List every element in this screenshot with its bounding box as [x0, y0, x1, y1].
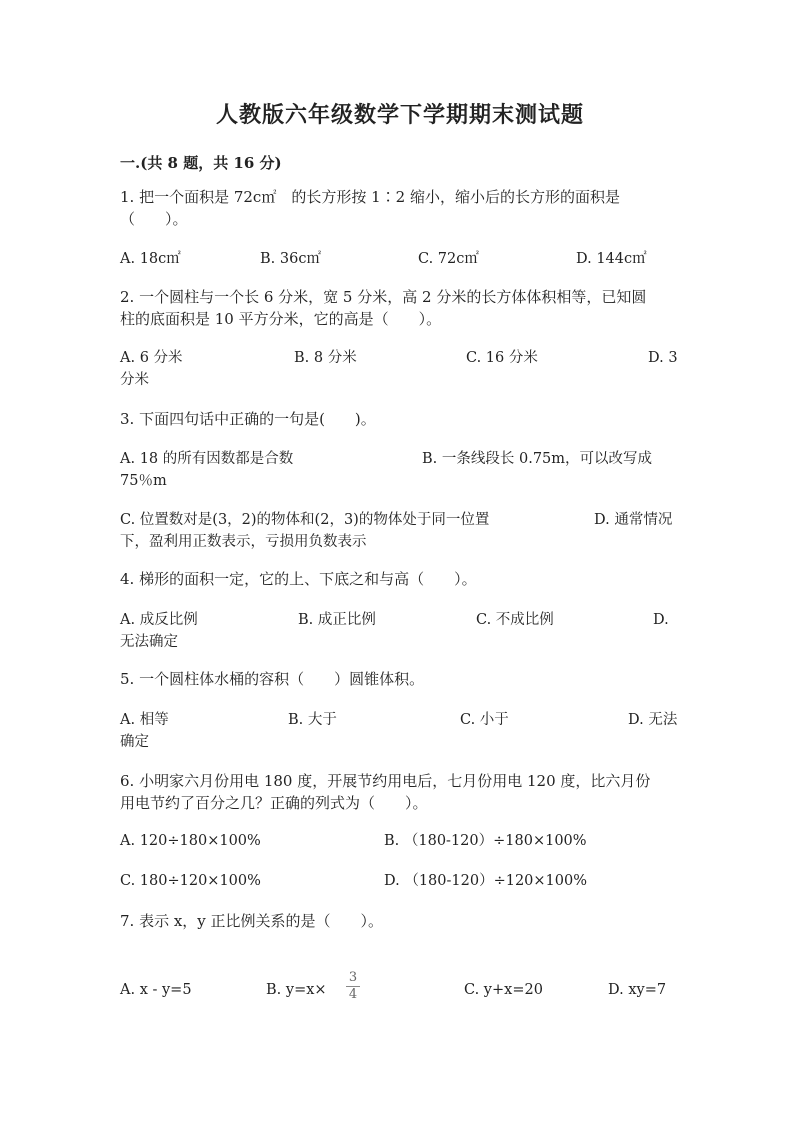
question-2 — [120, 286, 680, 330]
question-7-line-1: 7. 表示 x，y 正比例关系的是（ ）。 — [120, 912, 384, 930]
question-2-options — [120, 347, 680, 391]
question-3-option-a[interactable]: A. 18 的所有因数都是合数 — [120, 451, 294, 467]
question-3-option-d[interactable]: D. 通常情况 — [594, 512, 673, 528]
question-5-options — [120, 709, 680, 753]
question-6-option-a[interactable]: A. 120÷180×100% — [120, 833, 261, 849]
question-7 — [120, 910, 680, 932]
question-7-option-d[interactable]: D. xy=7 — [608, 982, 667, 998]
question-2-option-c[interactable]: C. 16 分米 — [466, 350, 538, 366]
question-4-option-b[interactable]: B. 成正比例 — [298, 612, 376, 628]
question-2-line-1: 2. 一个圆柱与一个长 6 分米，宽 5 分米，高 2 分米的长方体体积相等，已知圆 — [120, 288, 647, 306]
question-4-options — [120, 609, 680, 653]
question-1-option-c[interactable]: C. 72c㎡ — [418, 251, 479, 267]
fraction-denominator: 4 — [348, 987, 358, 1002]
question-4-line-1: 4. 梯形的面积一定，它的上、下底之和与高（ ）。 — [120, 570, 477, 588]
question-3 — [120, 408, 680, 430]
question-4-option-d[interactable]: D. — [653, 612, 669, 628]
question-6-options-cd — [120, 870, 680, 914]
question-6-options-ab — [120, 830, 680, 874]
question-1-line-1: 1. 把一个面积是 72c㎡ 的长方形按 1∶2 缩小，缩小后的长方形的面积是 — [120, 188, 620, 206]
question-2-option-d-wrap: 分米 — [120, 372, 149, 388]
question-2-option-a[interactable]: A. 6 分米 — [120, 350, 183, 366]
question-3-option-d-wrap: 下，盈利用正数表示，亏损用负数表示 — [120, 534, 367, 550]
question-2-option-d[interactable]: D. 3 — [648, 350, 678, 366]
question-7-option-b[interactable]: B. y=x× — [266, 982, 327, 998]
question-2-option-b[interactable]: B. 8 分米 — [294, 350, 357, 366]
question-5-option-d[interactable]: D. 无法 — [628, 712, 678, 728]
fraction-numerator: 3 — [346, 971, 360, 987]
question-1 — [120, 186, 680, 230]
question-3-line-1: 3. 下面四句话中正确的一句是( )。 — [120, 410, 376, 428]
question-5-option-a[interactable]: A. 相等 — [120, 712, 169, 728]
section-heading: 一.(共 8 题，共 16 分) — [120, 154, 282, 172]
question-3-option-b[interactable]: B. 一条线段长 0.75m，可以改写成 — [422, 451, 653, 467]
question-3-options-cd — [120, 509, 680, 553]
question-4-option-c[interactable]: C. 不成比例 — [476, 612, 554, 628]
question-4-option-d-wrap: 无法确定 — [120, 634, 178, 650]
question-7-fraction — [346, 971, 360, 1002]
question-6-option-d[interactable]: D. （180-120）÷120×100% — [384, 873, 588, 889]
question-5-option-b[interactable]: B. 大于 — [288, 712, 337, 728]
question-2-line-2: 柱的底面积是 10 平方分米，它的高是（ ）。 — [120, 310, 442, 328]
question-5-option-c[interactable]: C. 小于 — [460, 712, 509, 728]
page-title: 人教版六年级数学下学期期末测试题 — [215, 102, 584, 128]
question-3-option-c[interactable]: C. 位置数对是(3，2)的物体和(2，3)的物体处于同一位置 — [120, 512, 490, 528]
question-3-options-ab — [120, 448, 680, 492]
question-1-option-b[interactable]: B. 36c㎡ — [260, 251, 321, 267]
question-4 — [120, 568, 680, 590]
question-7-options — [120, 970, 680, 1023]
question-6 — [120, 770, 680, 814]
question-5 — [120, 668, 680, 690]
question-6-option-c[interactable]: C. 180÷120×100% — [120, 873, 261, 889]
question-5-option-d-wrap: 确定 — [120, 734, 149, 750]
question-5-line-1: 5. 一个圆柱体水桶的容积（ ）圆锥体积。 — [120, 670, 425, 688]
question-6-option-b[interactable]: B. （180-120）÷180×100% — [384, 833, 587, 849]
question-1-line-2: （ ）。 — [120, 210, 188, 228]
question-1-option-a[interactable]: A. 18c㎡ — [120, 251, 181, 267]
question-1-option-d[interactable]: D. 144c㎡ — [576, 251, 647, 267]
question-6-line-2: 用电节约了百分之几？正确的列式为（ ）。 — [120, 794, 428, 812]
question-7-option-c[interactable]: C. y+x=20 — [464, 982, 543, 998]
question-4-option-a[interactable]: A. 成反比例 — [120, 612, 198, 628]
question-7-option-a[interactable]: A. x - y=5 — [120, 982, 192, 998]
question-6-line-1: 6. 小明家六月份用电 180 度，开展节约用电后，七月份用电 120 度，比六月份 — [120, 772, 651, 790]
question-3-option-b-wrap: 75％m — [120, 473, 167, 489]
